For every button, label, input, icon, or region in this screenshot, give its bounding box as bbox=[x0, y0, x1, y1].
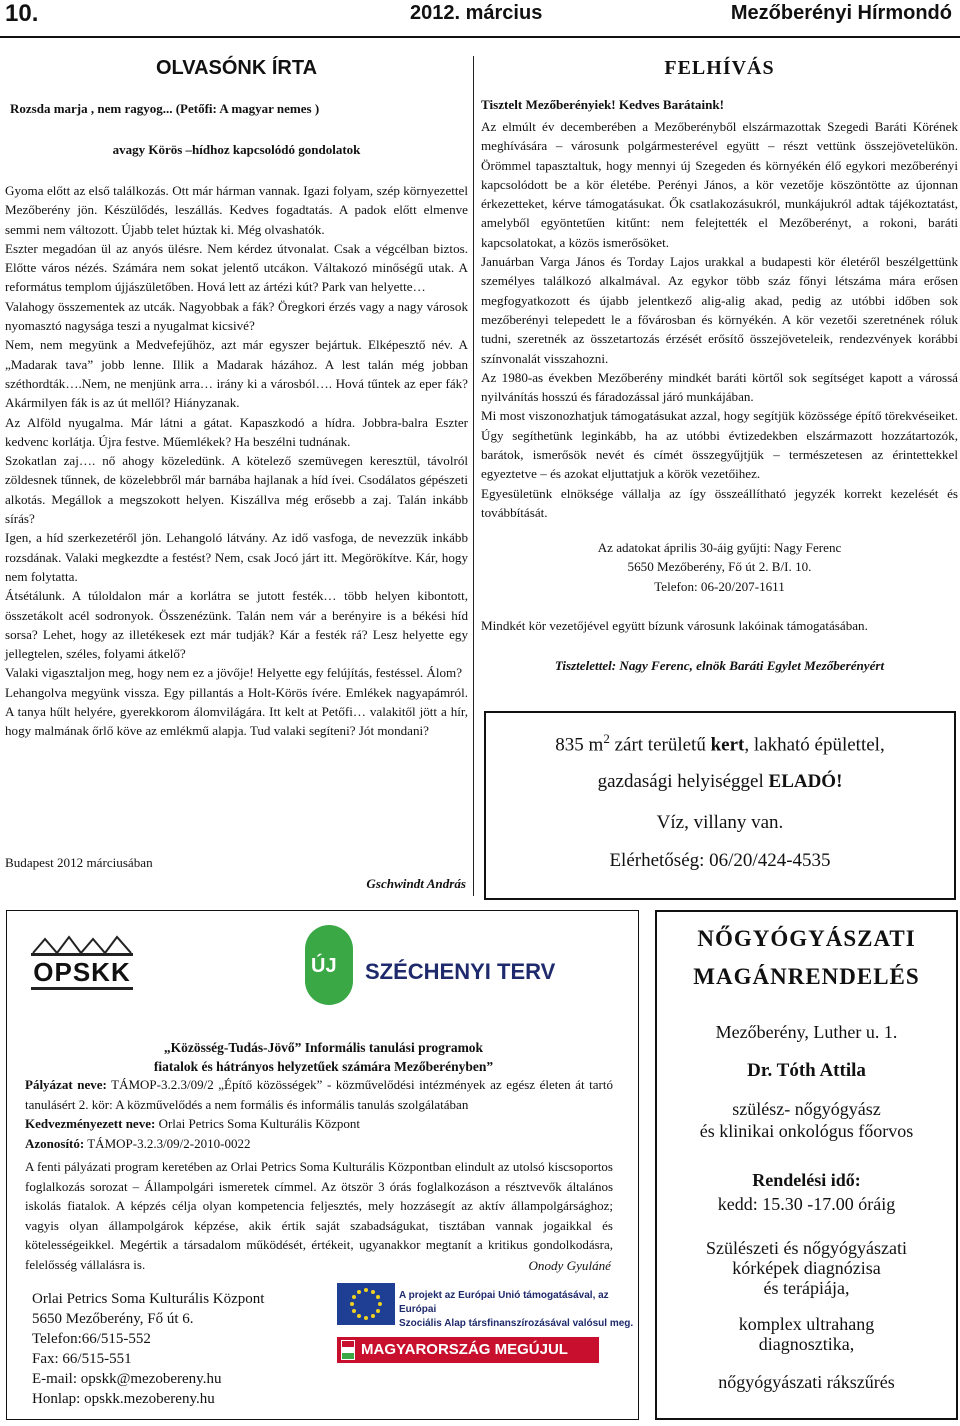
sale-text: zárt területű bbox=[609, 734, 711, 756]
program-details bbox=[25, 1075, 613, 1274]
sale-line-2 bbox=[486, 771, 954, 793]
program-title-line: „Közösség-Tudás-Jövő” Informális tanulási programok bbox=[163, 1040, 484, 1055]
left-article-body bbox=[5, 181, 468, 741]
contact-line: Orlai Petrics Soma Kulturális Központ bbox=[32, 1291, 265, 1307]
program-kedvezmenyezett bbox=[25, 1114, 613, 1134]
doctor-title-line: NŐGYÓGYÁSZATI bbox=[697, 926, 916, 951]
program-azonosito bbox=[25, 1134, 613, 1154]
eu-flag-icon bbox=[337, 1283, 395, 1325]
sale-text: , lakható épülettel, bbox=[744, 734, 885, 756]
left-article-subtitle2: avagy Körös –hídhoz kapcsolódó gondolatok bbox=[112, 142, 361, 157]
paragraph: Az Alföld nyugalma. Már látni a gátat. Kapaszkodó a hídra. Jobbra-balra Eszter kedvenc korlátja. Újra festve. Műemlékek? Ha beszélni tudnának. bbox=[5, 414, 468, 449]
paragraph: Mi most viszonozhatjuk támogatásukat azzal, hogy segítjük közössége építő törekvéseiket. Úgy segíthetünk leginkább, ha az utóbbi évtizedekben elszármazott hozzátartozók, barátok, ismerősök nevét és címét összegyűjtjük – természetesen az érintettekkel egyeztetve – és azokat eljuttatjuk a körök vezetőihez. bbox=[481, 408, 958, 482]
paragraph: Szokatlan zaj…. nő ahogy közeledünk. A kötelező szemüvegen keresztül, távolról zöldesnek tűnnek, de közelebbről már barnába hajlanak a híd ívei. Csodálatos gépészeti alkotás. Megállok a megszokott helyen. Kiszállva még erősebb a zaj. Talán inkább sírás? bbox=[5, 453, 468, 527]
collect-line: Az adatokat április 30-áig gyűjti: Nagy Ferenc bbox=[597, 540, 842, 555]
right-article-signature: Tisztelettel: Nagy Ferenc, elnök Baráti Egylet Mezőberényért bbox=[554, 658, 885, 673]
program-title-line: fiatalok és hátrányos helyzetűek számára Mezőberényben” bbox=[153, 1059, 494, 1074]
doctor-role: és klinikai onkológus főorvos bbox=[699, 1121, 914, 1141]
doctor-service: diagnosztika, bbox=[758, 1334, 855, 1354]
sale-line-3: Víz, villany van. bbox=[656, 812, 784, 833]
doctor-hours: kedd: 15.30 -17.00 óráig bbox=[717, 1194, 896, 1214]
paragraph: Lehangolva megyünk vissza. Egy pillantás a Holt-Körös ívére. Emlékek nagyapámról. A tanya hűlt helyére, gyerekkorom álomvilágára. Itt kelt at Petőfi… valakitől jött a hír, hogy malmának őrlő köve az emlékmű alapja. Tud valaki segíteni? Jót mondani? bbox=[5, 684, 468, 739]
sale-area-unit: 2 bbox=[603, 731, 610, 746]
eu-text bbox=[399, 1289, 638, 1331]
doctor-title-line: MAGÁNRENDELÉS bbox=[693, 964, 920, 989]
value: TÁMOP-3.2.3/09/2 „Építő közösségek” - közművelődési intézmények az egész életen át tartó tanulásért 2. kör: A közművelődés a nem formális és informális tanulás szolgálatában bbox=[25, 1077, 613, 1112]
paragraph: Egyesületünk elnöksége vállalja az így összeállítható jegyzék korrekt kezelését és továbbítását. bbox=[481, 485, 958, 520]
sale-line-1 bbox=[486, 731, 954, 756]
contact-line: Honlap: opskk.mezobereny.hu bbox=[32, 1391, 215, 1407]
sale-garden: kert bbox=[710, 734, 745, 756]
right-article-body bbox=[481, 117, 958, 522]
doctor-roles bbox=[657, 1098, 956, 1142]
right-article-title: FELHÍVÁS bbox=[664, 57, 775, 79]
program-author: Onody Gyuláné bbox=[528, 1258, 611, 1273]
issue-date: 2012. március bbox=[410, 2, 543, 24]
collect-info bbox=[481, 538, 958, 596]
label: Azonosító: bbox=[25, 1135, 85, 1151]
column-divider bbox=[473, 56, 474, 896]
sale-ad bbox=[484, 711, 956, 900]
szechenyi-logo bbox=[305, 925, 605, 1005]
opskk-logo-text: OPSKK bbox=[33, 957, 131, 987]
page-number: 10. bbox=[5, 0, 39, 27]
label: Kedvezményezett neve: bbox=[25, 1116, 156, 1131]
paragraph: Valaki vigasztaljon meg, hogy nem ez a jövője! Helyette egy felújítás, festéssel. Álom? bbox=[5, 665, 463, 681]
contact-line: Telefon:66/515-552 bbox=[32, 1331, 151, 1347]
opskk-logo bbox=[27, 929, 137, 999]
left-article-title: OLVASÓNK ÍRTA bbox=[155, 57, 318, 79]
doctor-role: szülész- nőgyógyász bbox=[732, 1099, 881, 1119]
value: TÁMOP-3.2.3/09/2-2010-0022 bbox=[84, 1135, 251, 1151]
value: Orlai Petrics Soma Kulturális Központ bbox=[155, 1116, 361, 1131]
doctor-service: és terápiája, bbox=[763, 1278, 850, 1298]
doctor-service: kórképek diagnózisa bbox=[732, 1258, 881, 1278]
collect-line: Telefon: 06-20/207-1611 bbox=[654, 578, 785, 594]
doctor-hours-label: Rendelési idő: bbox=[752, 1170, 861, 1190]
sale-text: gazdasági helyiséggel bbox=[597, 771, 769, 792]
contact-line: 5650 Mezőberény, Fő út 6. bbox=[32, 1311, 194, 1327]
left-article-subtitle: Rozsda marja , nem ragyog... (Petőfi: A magyar nemes ) bbox=[10, 101, 320, 116]
right-article-greeting: Tisztelt Mezőberényiek! Kedves Barátaink! bbox=[481, 97, 725, 112]
left-article-author: Gschwindt András bbox=[366, 876, 466, 891]
doctor-title bbox=[657, 920, 956, 996]
right-article-closing: Mindkét kör vezetőjével együtt bízunk városunk lakóinak támogatásában. bbox=[481, 618, 868, 633]
szechenyi-uj: ÚJ bbox=[311, 955, 337, 977]
paragraph: Nem, nem megyünk a Medvefejűhöz, azt már egyszer bejártuk. Elképesztő név. A „Madarak tava” jobb lenne. Illik a Madarak házához. A lest talán még jobban széthordták….Nem, ne menjünk arra… irány ki a városból…. Hová tűntek az eper fák? Akármilyen fák is az út mellől? Hiányzanak. bbox=[5, 337, 468, 411]
eu-stars-icon bbox=[337, 1283, 395, 1325]
label: Pályázat neve: bbox=[25, 1077, 107, 1092]
doctor-service: nőgyógyászati rákszűrés bbox=[718, 1372, 895, 1392]
doctor-ad bbox=[655, 910, 958, 1420]
publication-name: Mezőberényi Hírmondó bbox=[730, 2, 952, 24]
magyarorszag-megujul-banner bbox=[337, 1337, 599, 1363]
sale-line-4: Elérhetőség: 06/20/424-4535 bbox=[609, 850, 831, 871]
doctor-services bbox=[657, 1238, 956, 1392]
paragraph: Valahogy összementek az utcák. Nagyobbak a fák? Öregkori érzés vagy a nagy városok nyomasztó nagysága teszi a nyugalmat kicsivé? bbox=[5, 298, 468, 334]
paragraph: Gyoma előtt az első találkozás. Ott már hárman vannak. Igazi folyam, szép környezettel Mezőberény jön. Készülődés, leszállás. Kedves fogadtatás. A padok előtt elmenve semmi nem változott. Újabb telet húztak ki. Még olvashatók. bbox=[5, 183, 468, 237]
paragraph: Januárban Varga János és Torday Lajos urakkal a budapesti kör életéről beszélgettünk személyes találkozó alkalmával. Az egykor több száz főnyi létszáma mára erősen megfogyatkozott és újabb jelentkező alig-alig akad, pedig az utóbbi időben sok mezőberényi telepedett le a fővárosban és környékén. A kör vezetői szeretnének róluk tudni, szeretnék az összetartozás érzését erősítő összejöveteleik, rendezvények korábbi színvonalát visszahozni. bbox=[481, 254, 958, 366]
collect-line: 5650 Mezőberény, Fő út 2. B/I. 10. bbox=[627, 559, 812, 575]
program-contact bbox=[32, 1289, 264, 1409]
paragraph: Az elmúlt év decemberében a Mezőberényből elszármazottak Szegedi Baráti Körének meghívására – városunk polgármesterével együtt – részt vettünk összejövetelükön. Örömmel tapasztaltuk, hogy mennyi új Szegeden és környékén élő egykori mezőberényi kapcsolódott be a kör életébe. Perényi János, a kör vezetője köszöntötte az újonnan érkezetteket, kérve támogatásukat. Ők csatlakozásukról, munkájukról adtak tájékoztatást, amelyből egyöntetűen kitűnt: nem felejtették el Mezőberényt, a rokoni, baráti kapcsolatokat, a közös ismerősöket. bbox=[481, 119, 958, 250]
program-title bbox=[7, 1038, 640, 1076]
header-rule bbox=[0, 36, 960, 38]
doctor-service: Szülészeti és nőgyógyászati bbox=[706, 1238, 907, 1258]
left-article-place-date: Budapest 2012 márciusában bbox=[5, 855, 153, 870]
contact-line: Fax: 66/515-551 bbox=[32, 1351, 132, 1367]
paragraph: Átsétálunk. A túloldalon már a korlátra se jutott festék… több helyen kibontott, összetákolt acél sodronyok. Összenézünk. Talán nem vár a berényire is a békési híd sorsa? Lehet, hogy az illetékesek ezt már tudják? Kár a festék rá? Lesz helyette egy jellegtelen, széles, folyami átkelő? bbox=[5, 588, 468, 662]
doctor-service: komplex ultrahang bbox=[738, 1314, 875, 1334]
banner-text: MAGYARORSZÁG MEGÚJUL bbox=[361, 1341, 568, 1358]
doctor-name: Dr. Tóth Attila bbox=[747, 1060, 866, 1081]
sale-area: 835 m bbox=[555, 734, 604, 756]
program-ad bbox=[6, 910, 639, 1420]
program-palyazat bbox=[25, 1075, 613, 1114]
page-header bbox=[0, 0, 960, 38]
eu-text-line: A projekt az Európai Unió támogatásával, az Európai bbox=[399, 1290, 609, 1315]
paragraph: Eszter megadóan ül az anyós ülésre. Nem kérdez útvonalat. Csak a végcélban biztos. Előtte város nézés. Számára nem sokat jelentő utcákon. Váltakozó minőségű utak. A református templom újjászületőben. Hová lett az ártézi kút? Park van helyette… bbox=[5, 240, 468, 295]
szechenyi-text: SZÉCHENYI TERV bbox=[365, 959, 556, 984]
doctor-address: Mezőberény, Luther u. 1. bbox=[715, 1022, 898, 1042]
sale-for-sale: ELADÓ! bbox=[768, 771, 843, 792]
eu-text-line: Szociális Alap társfinanszírozásával valósul meg. bbox=[399, 1318, 634, 1329]
paragraph: Igen, a híd szerkezetéről jön. Lehangoló látvány. Az idő vasfoga, de nevezzük inkább rozsdának. Valaki megkezdte a festést? Nem, csak Jocó járt itt. Megörökítve. Kár, hogy nem folytatta. bbox=[5, 530, 468, 584]
paragraph: Az 1980-as években Mezőberény mindkét baráti körtől sok segítséget kapott a várossá nyilvánítás hosszú és fáradozással járó munkájában. bbox=[481, 369, 958, 405]
flag-stripe bbox=[341, 1340, 355, 1360]
contact-line: E-mail: opskk@mezobereny.hu bbox=[32, 1371, 222, 1387]
program-body: A fenti pályázati program keretében az Orlai Petrics Soma Kulturális Központban elindult az utolsó kiscsoportos foglalkozás sorozat – Állampolgári ismeretek címmel. Az ötször 3 órás foglalkozáson a résztvevők általános iskolás fiatalok. A képzés célja olyan kompetencia feljesztés, mely hozzásegít az aktív állampolgársághoz; vagyis olyan állampolgárok képzése, akik értik saját szabadságukat, tisztában vannak jogaikkal és kötelességeikkel. Megértik a társadalom működését, értékeit, ugyanakkor megtanít a kritikus gondolkodásra, felelősség vállalásra is. bbox=[25, 1159, 613, 1272]
